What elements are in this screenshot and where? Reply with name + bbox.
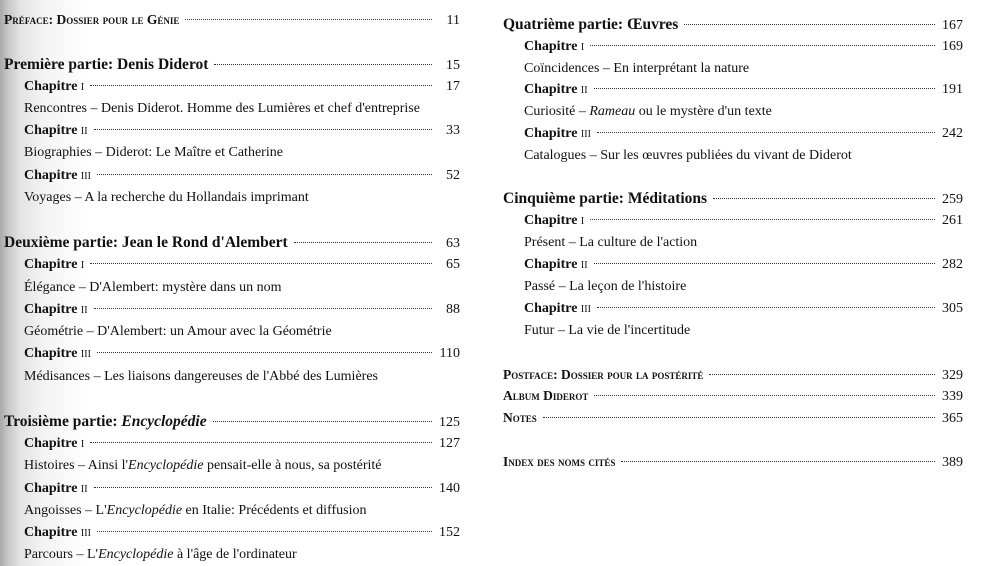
chapter-subtitle: Élégance – D'Alembert: mystère dans un nom	[24, 280, 282, 295]
chapter-subtitle: Biographies – Diderot: Le Maître et Catherine	[24, 145, 283, 160]
toc-entry-part-5[interactable]: Cinquième partie: Méditations 259	[503, 190, 963, 207]
chapter-subtitle: Géométrie – D'Alembert: un Amour avec la Géométrie	[24, 324, 332, 339]
toc-entry-preface[interactable]: Préface: Dossier pour le Génie 11	[4, 12, 460, 28]
dot-leader	[597, 132, 935, 133]
toc-entry-part-5-chapter-1[interactable]: Chapitre i 261	[524, 213, 963, 228]
chapter-subtitle: Présent – La culture de l'action	[524, 235, 698, 250]
toc-entry-part-2[interactable]: Deuxième partie: Jean le Rond d'Alembert 63	[4, 234, 460, 251]
chapter-subtitle: Coïncidences – En interprétant la nature	[524, 61, 750, 76]
dot-leader	[594, 88, 935, 89]
toc-entry-album[interactable]: Album Diderot 339	[503, 388, 963, 404]
dot-leader	[97, 531, 432, 532]
dot-leader	[597, 307, 935, 308]
toc-entry-part-3-chapter-3[interactable]: Chapitre iii 152	[24, 525, 460, 540]
toc-entry-notes[interactable]: Notes 365	[503, 410, 963, 426]
dot-leader	[185, 19, 432, 20]
dot-leader	[90, 85, 432, 86]
chapter-subtitle: Futur – La vie de l'incertitude	[524, 323, 691, 338]
chapter-subtitle: Angoisses – L'Encyclopédie en Italie: Précédents et diffusion	[24, 503, 367, 518]
toc-entry-postface[interactable]: Postface: Dossier pour la postérité 329	[503, 367, 963, 383]
toc-entry-part-4-chapter-3[interactable]: Chapitre iii 242	[524, 126, 963, 141]
dot-leader	[709, 374, 935, 375]
toc-entry-part-3[interactable]: Troisième partie: Encyclopédie 125	[4, 413, 460, 430]
toc-entry-part-1-chapter-2[interactable]: Chapitre ii 33	[24, 123, 460, 138]
toc-entry-part-2-chapter-3[interactable]: Chapitre iii 110	[24, 346, 460, 361]
toc-entry-part-5-chapter-2[interactable]: Chapitre ii 282	[524, 257, 963, 272]
chapter-subtitle: Voyages – A la recherche du Hollandais imprimant	[24, 190, 309, 205]
dot-leader	[294, 242, 432, 243]
dot-leader	[621, 461, 935, 462]
chapter-subtitle: Médisances – Les liaisons dangereuses de l'Abbé des Lumières	[24, 369, 378, 384]
dot-leader	[90, 263, 432, 264]
toc-entry-part-4-chapter-1[interactable]: Chapitre i 169	[524, 39, 963, 54]
toc-entry-part-1[interactable]: Première partie: Denis Diderot 15	[4, 56, 460, 73]
dot-leader	[94, 308, 432, 309]
dot-leader	[594, 263, 935, 264]
dot-leader	[590, 45, 935, 46]
toc-entry-part-2-chapter-2[interactable]: Chapitre ii 88	[24, 302, 460, 317]
toc-entry-part-4[interactable]: Quatrième partie: Œuvres 167	[503, 16, 963, 33]
toc-entry-part-5-chapter-3[interactable]: Chapitre iii 305	[524, 301, 963, 316]
dot-leader	[94, 487, 432, 488]
toc-entry-index[interactable]: Index des noms cités 389	[503, 454, 963, 470]
chapter-subtitle: Curiosité – Rameau ou le mystère d'un texte	[524, 104, 772, 119]
toc-entry-part-3-chapter-2[interactable]: Chapitre ii 140	[24, 481, 460, 496]
dot-leader	[543, 417, 935, 418]
dot-leader	[97, 174, 432, 175]
toc-entry-part-3-chapter-1[interactable]: Chapitre i 127	[24, 436, 460, 451]
dot-leader	[214, 64, 432, 65]
dot-leader	[97, 352, 432, 353]
toc-entry-part-1-chapter-1[interactable]: Chapitre i 17	[24, 79, 460, 94]
chapter-subtitle: Parcours – L'Encyclopédie à l'âge de l'ordinateur	[24, 547, 297, 562]
dot-leader	[590, 219, 935, 220]
dot-leader	[90, 442, 432, 443]
dot-leader	[213, 421, 432, 422]
dot-leader	[684, 24, 935, 25]
chapter-subtitle: Histoires – Ainsi l'Encyclopédie pensait-elle à nous, sa postérité	[24, 458, 382, 473]
toc-entry-part-4-chapter-2[interactable]: Chapitre ii 191	[524, 82, 963, 97]
dot-leader	[594, 395, 935, 396]
chapter-subtitle: Rencontres – Denis Diderot. Homme des Lumières et chef d'entreprise	[24, 101, 420, 116]
chapter-subtitle: Catalogues – Sur les œuvres publiées du vivant de Diderot	[524, 148, 852, 163]
toc-entry-part-2-chapter-1[interactable]: Chapitre i 65	[24, 257, 460, 272]
toc-entry-part-1-chapter-3[interactable]: Chapitre iii 52	[24, 168, 460, 183]
dot-leader	[94, 129, 432, 130]
chapter-subtitle: Passé – La leçon de l'histoire	[524, 279, 687, 294]
dot-leader	[713, 198, 935, 199]
